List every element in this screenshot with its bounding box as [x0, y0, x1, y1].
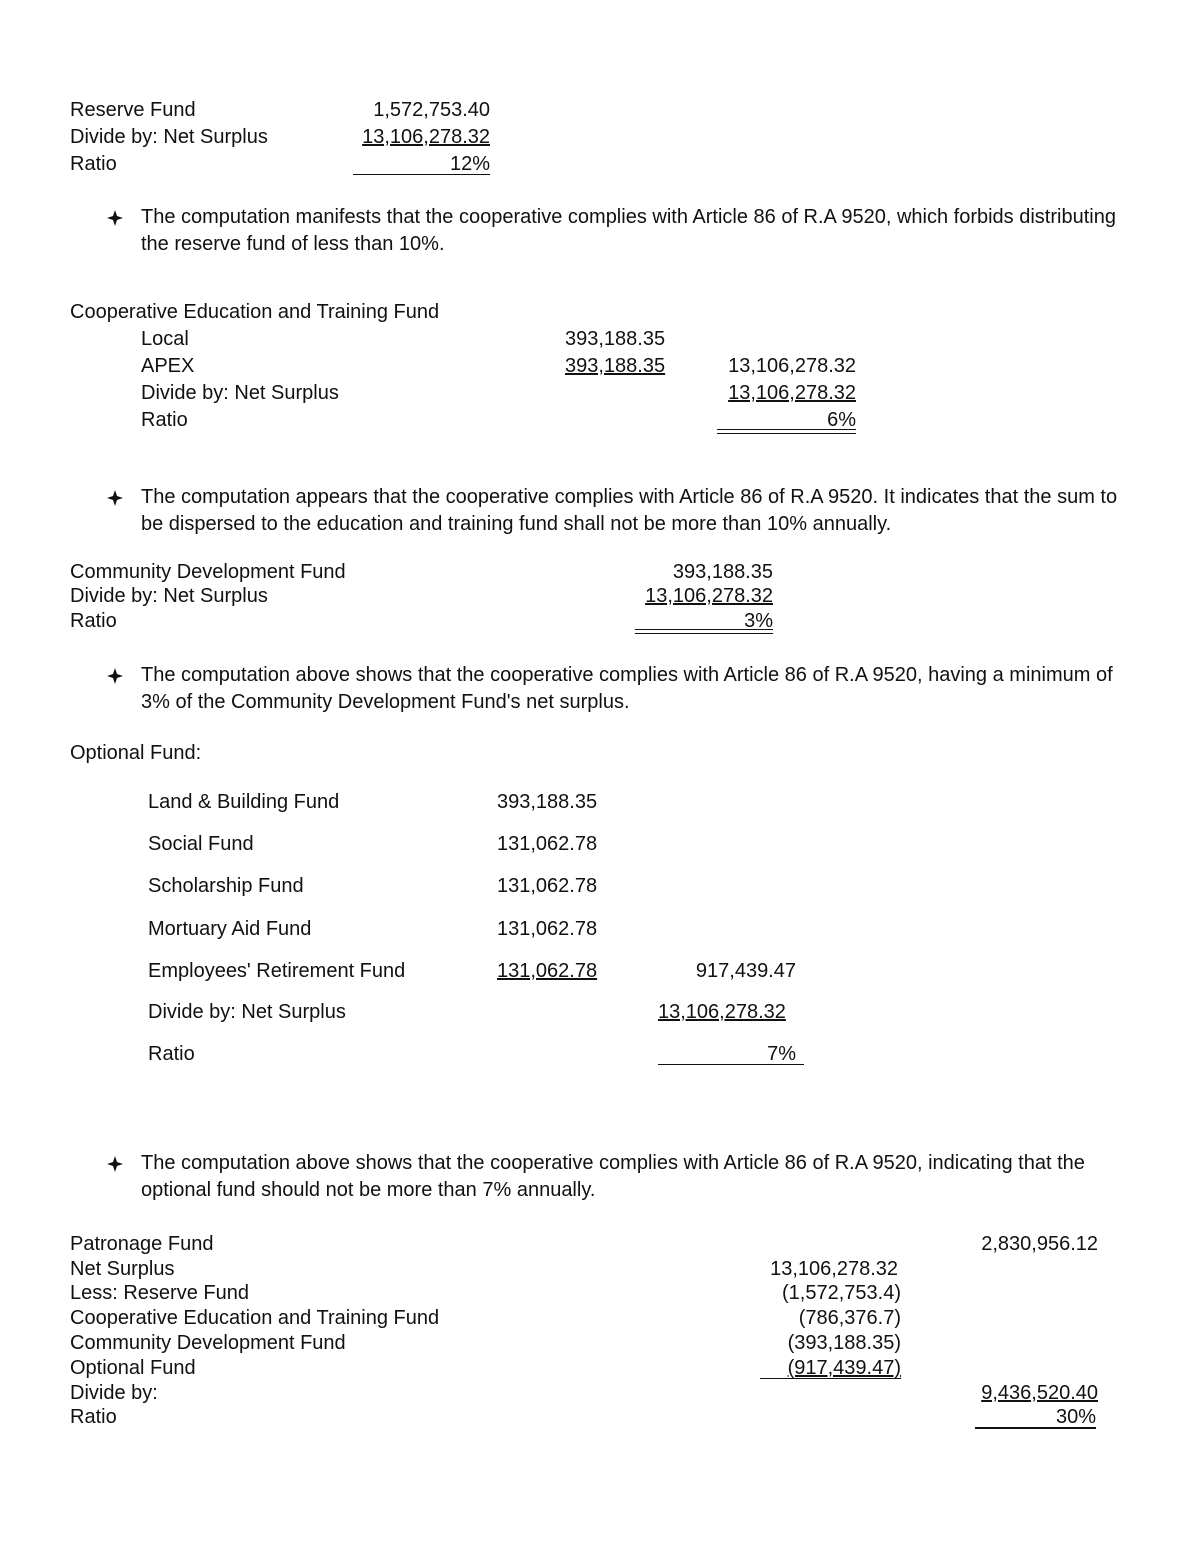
patronage-ratio-label: Ratio	[70, 1406, 117, 1428]
optional-title: Optional Fund:	[70, 742, 202, 764]
optional-ratio-label: Ratio	[148, 1043, 195, 1065]
patronage-row-value: (1,572,753.4)	[782, 1282, 901, 1304]
diamond-bullet-icon	[106, 1155, 124, 1173]
optional-divide-label: Divide by: Net Surplus	[148, 1001, 346, 1023]
cetf-local-label: Local	[141, 328, 189, 350]
note-cetf: The computation appears that the cooperative complies with Article 86 of R.A 9520. It indicates that the sum to be dispersed to the education and training fund shall not be more than 10% annually.	[141, 486, 1118, 535]
reserve-ratio-underline	[353, 174, 490, 175]
cetf-ratio-label: Ratio	[141, 409, 188, 431]
cdf-ratio-label: Ratio	[70, 610, 117, 632]
note-cdf: The computation above shows that the cooperative complies with Article 86 of R.A 9520, having a minimum of 3% of the Community Development Fund's net surplus.	[141, 664, 1113, 713]
patronage-ratio-underline	[975, 1427, 1096, 1429]
cetf-divide-label: Divide by: Net Surplus	[141, 382, 339, 404]
patronage-row-label: Net Surplus	[70, 1258, 175, 1280]
patronage-row-value: (393,188.35)	[787, 1332, 901, 1354]
optional-divide-value: 13,106,278.32	[658, 1001, 786, 1023]
cetf-title: Cooperative Education and Training Fund	[70, 301, 440, 323]
reserve-ratio-label: Ratio	[70, 153, 117, 175]
cetf-divide-value: 13,106,278.32	[728, 382, 856, 404]
patronage-row-label: Community Development Fund	[70, 1332, 346, 1354]
cetf-apex-value: 393,188.35	[565, 355, 666, 377]
diamond-bullet-icon	[106, 209, 124, 227]
optional-total-value: 917,439.47	[695, 960, 796, 982]
patronage-optional-underline	[760, 1378, 901, 1379]
optional-item-value: 131,062.78	[497, 960, 598, 982]
reserve-ratio-value: 12%	[449, 153, 490, 175]
reserve-fund-label: Reserve Fund	[70, 99, 196, 121]
cdf-divide-label: Divide by: Net Surplus	[70, 585, 268, 607]
cetf-ratio-value: 6%	[827, 409, 856, 431]
cdf-ratio-double-underline	[635, 629, 773, 634]
optional-item-value: 131,062.78	[497, 833, 598, 855]
reserve-fund-value: 1,572,753.40	[373, 99, 490, 121]
patronage-row-value: (786,376.7)	[798, 1307, 901, 1329]
optional-item-label: Social Fund	[148, 833, 254, 855]
cetf-total-value: 13,106,278.32	[728, 355, 856, 377]
note-reserve: The computation manifests that the cooperative complies with Article 86 of R.A 9520, which forbids distributing the reserve fund of less than 10%.	[141, 206, 1116, 255]
cdf-divide-value: 13,106,278.32	[645, 585, 773, 607]
patronage-label: Patronage Fund	[70, 1233, 214, 1255]
patronage-ratio-value: 30%	[1055, 1406, 1096, 1428]
optional-ratio-value: 7%	[767, 1043, 796, 1065]
diamond-bullet-icon	[106, 489, 124, 507]
reserve-divide-label: Divide by: Net Surplus	[70, 126, 268, 148]
cetf-local-value: 393,188.35	[565, 328, 666, 350]
patronage-row-label: Optional Fund	[70, 1357, 196, 1379]
optional-item-label: Land & Building Fund	[148, 791, 340, 813]
optional-ratio-underline	[658, 1064, 804, 1065]
diamond-bullet-icon	[106, 667, 124, 685]
patronage-row-value: (917,439.47)	[787, 1357, 901, 1379]
patronage-row-label: Cooperative Education and Training Fund	[70, 1307, 440, 1329]
optional-item-label: Employees' Retirement Fund	[148, 960, 406, 982]
cetf-ratio-double-underline	[717, 429, 856, 434]
patronage-divide-label: Divide by:	[70, 1382, 158, 1404]
optional-item-value: 131,062.78	[497, 918, 598, 940]
patronage-value: 2,830,956.12	[981, 1233, 1098, 1255]
cdf-ratio-value: 3%	[744, 610, 773, 632]
optional-item-label: Scholarship Fund	[148, 875, 304, 897]
reserve-divide-value: 13,106,278.32	[362, 126, 490, 148]
cetf-apex-label: APEX	[141, 355, 195, 377]
patronage-row-label: Less: Reserve Fund	[70, 1282, 249, 1304]
patronage-divide-value: 9,436,520.40	[981, 1382, 1098, 1404]
cdf-value: 393,188.35	[672, 561, 773, 583]
optional-item-label: Mortuary Aid Fund	[148, 918, 312, 940]
optional-item-value: 393,188.35	[497, 791, 598, 813]
note-optional: The computation above shows that the cooperative complies with Article 86 of R.A 9520, indicating that the optional fund should not be more than 7% annually.	[141, 1152, 1085, 1201]
patronage-row-value: 13,106,278.32	[770, 1258, 898, 1280]
cdf-label: Community Development Fund	[70, 561, 346, 583]
optional-item-value: 131,062.78	[497, 875, 598, 897]
